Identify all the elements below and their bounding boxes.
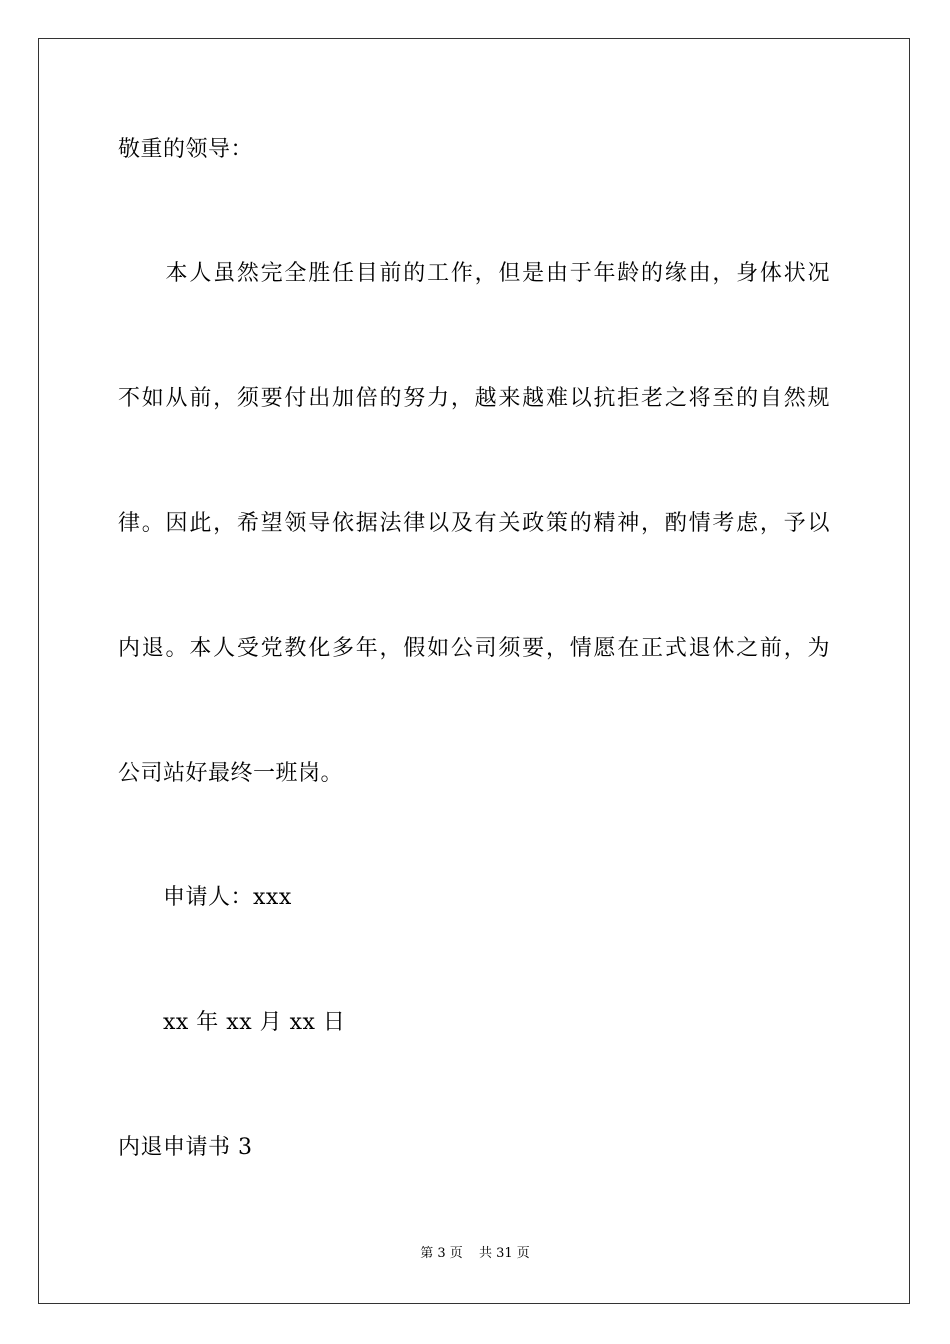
body-line-3: 律。因此，希望领导依据法律以及有关政策的精神，酌情考虑，予以: [118, 511, 830, 536]
salutation: 敬重的领导：: [118, 137, 254, 162]
next-section-title: 内退申请书 3: [118, 1135, 253, 1160]
page-number-current: 第 3 页: [420, 1246, 463, 1261]
body-line-4: 内退。本人受党教化多年，假如公司须要，情愿在正式退休之前，为: [118, 636, 830, 661]
applicant-signature: 申请人：xxx: [118, 885, 292, 910]
body-line-1: 本人虽然完全胜任目前的工作，但是由于年龄的缘由，身体状况: [118, 261, 830, 286]
body-line-5: 公司站好最终一班岗。: [118, 761, 344, 786]
page-footer: [0, 1245, 950, 1263]
application-date: xx 年 xx 月 xx 日: [118, 1010, 346, 1035]
page-border: [38, 38, 910, 1304]
page-number-total: 共 31 页: [478, 1246, 530, 1261]
body-line-2: 不如从前，须要付出加倍的努力，越来越难以抗拒老之将至的自然规: [118, 386, 830, 411]
